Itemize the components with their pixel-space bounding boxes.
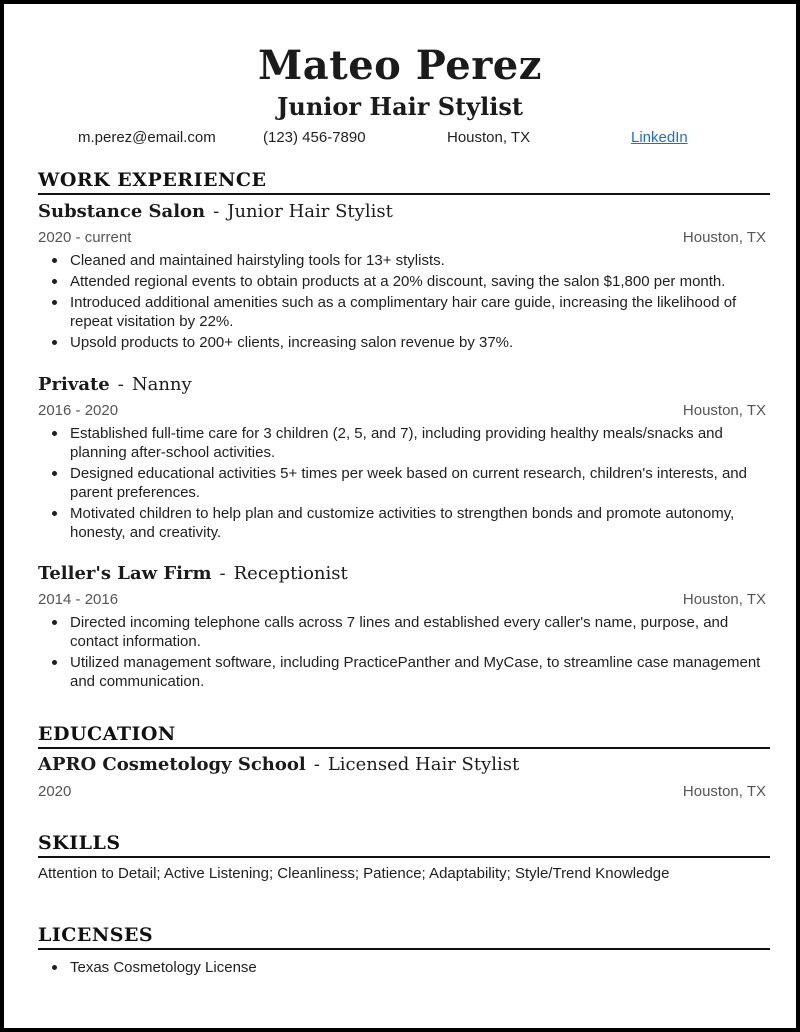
list-item: Motivated children to help plan and customize activities to strengthen bonds and promote autonomy, honesty, and creativity.: [70, 504, 770, 542]
job-bullets: [38, 613, 770, 693]
contact-phone: (123) 456-7890: [263, 129, 366, 146]
job-bullets: [38, 424, 770, 544]
licenses-list: [38, 958, 770, 979]
job-heading: [38, 374, 192, 395]
job-location: Houston, TX: [682, 229, 766, 246]
section-divider: [38, 856, 770, 858]
job-position: Nanny: [131, 374, 192, 395]
education-separator: -: [313, 754, 320, 775]
education-school: APRO Cosmetology School: [38, 754, 306, 775]
job-bullets: [38, 251, 770, 354]
contact-email: m.perez@email.com: [78, 129, 216, 146]
education-location: Houston, TX: [682, 783, 766, 800]
job-location: Houston, TX: [682, 402, 766, 419]
job-separator: -: [117, 374, 124, 395]
linkedin-link[interactable]: LinkedIn: [631, 129, 688, 146]
education-heading: [38, 754, 519, 775]
job-separator: -: [219, 563, 226, 584]
education-year: 2020: [38, 783, 72, 800]
job-position: Junior Hair Stylist: [227, 201, 393, 222]
job-heading: [38, 563, 348, 584]
job-organization: Substance Salon: [38, 201, 206, 222]
list-item: Directed incoming telephone calls across 7 lines and established every caller's name, purpose, and contact information.: [70, 613, 770, 651]
contact-location: Houston, TX: [447, 129, 531, 146]
section-title-licenses: LICENSES: [38, 924, 154, 946]
job-heading: [38, 201, 393, 222]
list-item: Utilized management software, including PracticePanther and MyCase, to streamline case management and communication.: [70, 653, 770, 691]
list-item: Upsold products to 200+ clients, increasing salon revenue by 37%.: [70, 333, 770, 352]
skills-list: Attention to Detail; Active Listening; Cleanliness; Patience; Adaptability; Style/Trend Knowledge: [38, 865, 670, 882]
job-location: Houston, TX: [682, 591, 766, 608]
section-divider: [38, 747, 770, 749]
job-dates: 2016 - 2020: [38, 402, 119, 419]
list-item: Designed educational activities 5+ times per week based on current research, children's interests, and parent preferences.: [70, 464, 770, 502]
section-title-education: EDUCATION: [38, 723, 176, 745]
section-title-skills: SKILLS: [38, 832, 121, 854]
list-item: Introduced additional amenities such as a complimentary hair care guide, increasing the likelihood of repeat visitation by 22%.: [70, 293, 770, 331]
section-divider: [38, 948, 770, 950]
job-dates: 2014 - 2016: [38, 591, 119, 608]
job-dates: 2020 - current: [38, 229, 132, 246]
education-credential: Licensed Hair Stylist: [327, 754, 520, 775]
candidate-name: Mateo Perez: [258, 42, 542, 89]
job-position: Receptionist: [233, 563, 348, 584]
job-organization: Private: [38, 374, 110, 395]
list-item: Attended regional events to obtain products at a 20% discount, saving the salon $1,800 per month.: [70, 272, 770, 291]
section-title-work: WORK EXPERIENCE: [38, 169, 267, 191]
list-item: Established full-time care for 3 children (2, 5, and 7), including providing healthy meals/snacks and planning after-school activities.: [70, 424, 770, 462]
list-item: Cleaned and maintained hairstyling tools for 13+ stylists.: [70, 251, 770, 270]
candidate-role: Junior Hair Stylist: [277, 92, 523, 121]
section-divider: [38, 193, 770, 195]
job-organization: Teller's Law Firm: [38, 563, 212, 584]
job-separator: -: [213, 201, 220, 222]
list-item: Texas Cosmetology License: [70, 958, 770, 977]
